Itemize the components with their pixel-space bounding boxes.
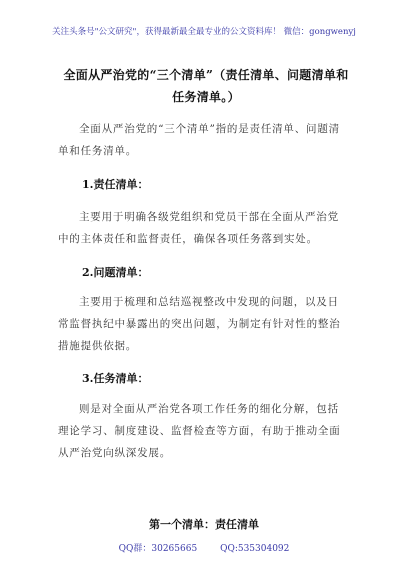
section-heading-3: 3.任务清单： [82,372,149,385]
section-text-3: 则是对全面从严治党各项工作任务的细化分解，包括理论学习、制度建设、监督检查等方面，有助于推动全面从严治党向纵深发展。 [58,403,341,459]
section-heading-1: 1.责任清单： [82,178,149,191]
footer-qq-number: QQ:535304092 [220,544,290,554]
subsection-title: 第一个清单：责任清单 [149,518,259,531]
footer-qq-group: QQ群：30265665 [118,544,198,554]
footer-contact [0,541,408,554]
page-title: 全面从严治党的“三个清单”（责任清单、问题清单和任务清单。） [63,68,349,104]
intro-paragraph: 全面从严治党的“三个清单”指的是责任清单、问题清单和任务清单。 [58,123,340,157]
section-text-2: 主要用于梳理和总结巡视整改中发现的问题，以及日常监督执纪中暴露出的突出问题，为制定有针对性的整治措施提供依据。 [58,296,341,352]
header-note: 关注头条号"公文研究"，获得最新最全最专业的公文资料库！ 微信：gongwenyj [52,27,356,37]
section-text-1: 主要用于明确各级党组织和党员干部在全面从严治党中的主体责任和监督责任，确保各项任务落到实处。 [58,211,339,245]
section-heading-2: 2.问题清单： [82,266,149,279]
